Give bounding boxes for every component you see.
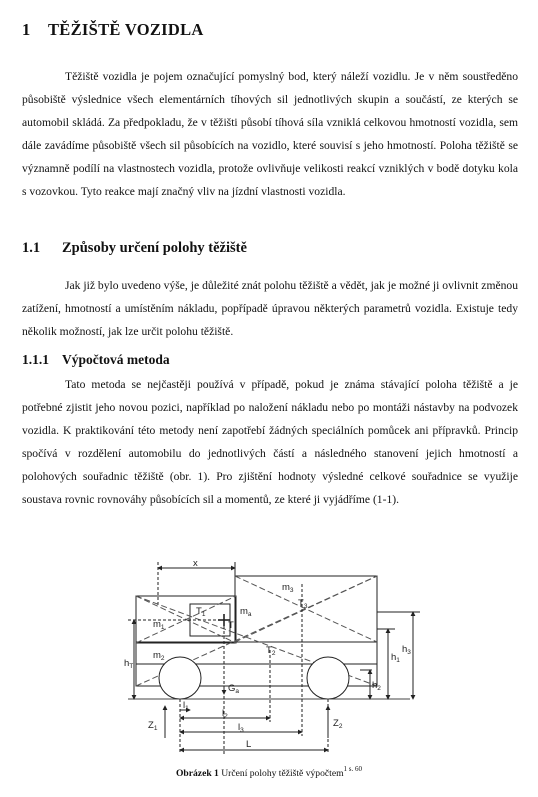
caption-reference: 1 s. 60: [343, 765, 363, 773]
label-l3: $l_3$: [238, 722, 244, 734]
center-of-gravity-diagram: [120, 548, 430, 763]
caption-text: Určení polohy těžiště výpočtem: [218, 768, 344, 780]
label-t1: $T_1$: [196, 606, 206, 618]
label-t2: $T_2$: [266, 645, 276, 657]
section-heading: [22, 240, 247, 257]
caption-label: Obrázek 1: [175, 768, 219, 780]
section-title: Způsoby určení polohy těžiště: [62, 240, 247, 256]
subsection-number: 1.1.1: [22, 352, 49, 367]
label-l: L: [246, 739, 252, 750]
intro-paragraph: Těžiště vozidla je pojem označující pomyslný bod, který náleží vozidlu. Je v něm soustředěno působiště výslednice všech elementárních tíhových sil jednotlivých skupin a součástí, ze kterých se automobil skládá. Za předpokladu, že v těžišti působí tíhová síla vzniklá celkovou hmotností vozidla, sem dále zavádíme působiště všech sil působících na vozidlo, které souvisí s jeho hmotností. Poloha těžiště se významně podílí na vlastnostech vozidla, protože ovlivňuje velikosti reakcí vzniklých v bodě dotyku kola s vozovkou. Tyto reakce mají značný vliv na jízdní vlastnosti vozidla.: [22, 70, 518, 199]
label-t: T: [228, 620, 234, 631]
subsection-paragraph: Tato metoda se nejčastěji používá v případě, pokud je známa stávající poloha těžiště a je potřebné zjistit jeho novou pozici, například po naložení nákladu nebo po montáži nástavby na podvozek vozidla. K praktikování této metody není zapotřebí žádných speciálních pomůcek ani přípravků. Princip spočívá v rozdělení automobilu do jednotlivých částí a následného stanovení jejich hmotností a polohových souřadnic těžiště (obr. 1). Pro zjištění hodnoty výsledné celkové souřadnice se využije soustava rovnic rovnováhy působících sil a momentů, ze které ji vyjádříme (1-1).: [22, 378, 518, 507]
section-paragraph: Jak již bylo uvedeno výše, je důležité znát polohu těžiště a vědět, jak je možné ji ovlivnit změnou zatížení, hmotností a umístěním nákladu, popřípadě úpravou některých parametrů vozidla. Existuje tedy několik možností, jak lze určit polohu těžiště.: [22, 279, 518, 339]
label-z1: $Z_1$: [148, 720, 158, 732]
label-ma: $m_a$: [240, 606, 252, 618]
subsection-heading: [22, 352, 170, 368]
label-h2: $h_2$: [372, 680, 381, 692]
subsection-title: Výpočtová metoda: [62, 352, 170, 367]
label-m1: $m_1$: [153, 619, 165, 631]
label-l2: $l_2$: [222, 708, 228, 720]
label-m2: $m_2$: [153, 650, 165, 662]
front-wheel: [159, 657, 201, 699]
label-h3: $h_3$: [402, 644, 411, 656]
rear-wheel: [307, 657, 349, 699]
label-l1: $l_1$: [183, 700, 189, 712]
label-t3: $T_3$: [298, 598, 308, 610]
label-h1: $h_1$: [391, 652, 400, 664]
chapter-number: 1: [22, 20, 31, 39]
label-m3: $m_3$: [282, 582, 294, 594]
chapter-title: TĚŽIŠTĚ VOZIDLA: [48, 20, 204, 39]
label-ga: $G_a$: [228, 683, 240, 695]
section-number: 1.1: [22, 240, 41, 256]
chapter-heading: [22, 20, 204, 40]
label-ht: $h_T$: [124, 658, 134, 670]
figure-caption: [0, 766, 538, 779]
label-x: x: [193, 558, 198, 569]
label-z2: $Z_2$: [333, 718, 343, 730]
